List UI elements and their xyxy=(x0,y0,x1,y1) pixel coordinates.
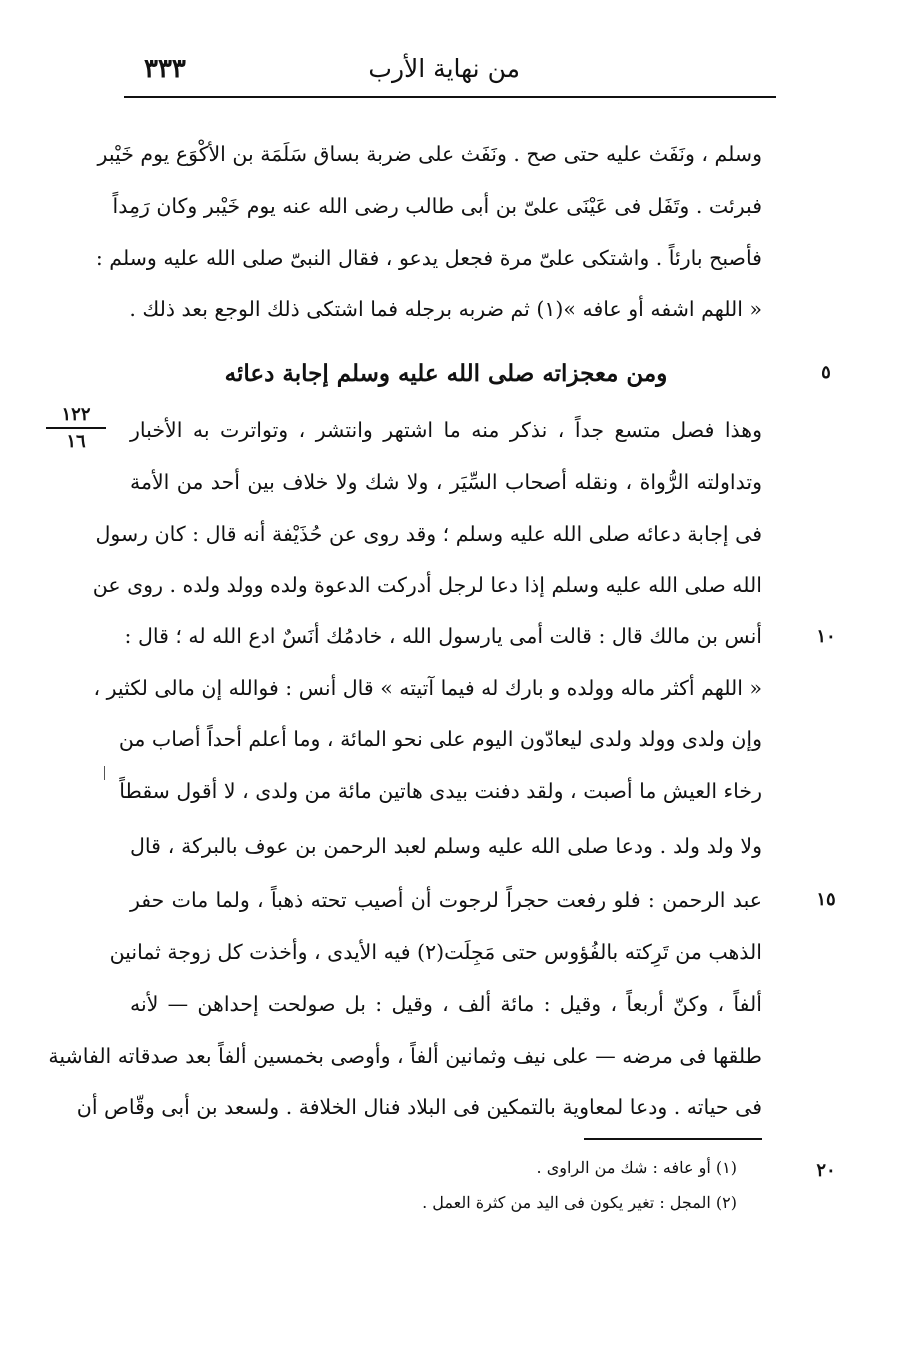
line-marker-15: ١٥ xyxy=(816,889,836,910)
margin-reference-top: ١٢٢ xyxy=(61,404,91,425)
text-line: رخاء العيش ما أصبت ، ولقد دفنت بيدى هاتين مائة من ولدى ، لا أقول سقطاً xyxy=(119,779,762,803)
line-marker-5: ٥ xyxy=(821,362,831,383)
text-line: وسلم ، ونَفَث عليه حتى صح . ونَفَث على ضربة بساق سَلَمَة بن الأكْوَع يوم خَيْبر xyxy=(97,142,762,166)
margin-mark xyxy=(104,766,105,780)
page-number: ٣٣٣ xyxy=(144,54,186,84)
text-line: وإن ولدى وولد ولدى ليعادّون اليوم على نحو المائة ، وما أعلم أحداً أصاب من xyxy=(118,727,762,751)
text-line: عبد الرحمن : فلو رفعت حجراً لرجوت أن أصيب تحته ذهباً ، ولما مات حفر xyxy=(130,888,762,912)
margin-reference xyxy=(42,404,110,452)
line-marker-10: ١٠ xyxy=(816,626,836,647)
margin-reference-bottom: ١٦ xyxy=(66,431,86,452)
text-line: الذهب من تَرِكته بالفُؤوس حتى مَجِلَت(٢) فيه الأيدى ، وأخذت كل زوجة ثمانين xyxy=(109,940,762,964)
text-line: فى حياته . ودعا لمعاوية بالتمكين فى البلاد فنال الخلافة . ولسعد بن أبى وقّاص أن xyxy=(76,1095,762,1119)
section-heading: ومن معجزاته صلى الله عليه وسلم إجابة دعائه xyxy=(224,360,668,387)
text-line: وهذا فصل متسع جداً ، نذكر منه ما اشتهر وانتشر ، وتواترت به الأخبار xyxy=(130,418,762,442)
footnote-rule xyxy=(584,1138,762,1140)
text-line: ولا ولد ولد . ودعا صلى الله عليه وسلم لعبد الرحمن بن عوف بالبركة ، قال xyxy=(130,834,762,858)
running-title: من نهاية الأرب xyxy=(368,54,520,83)
footnote-1: (١) أو عافه : شك من الراوى . xyxy=(536,1158,737,1177)
page-header xyxy=(124,40,776,98)
text-line: الله صلى الله عليه وسلم إذا دعا لرجل أدركت الدعوة ولده وولد ولده . روى عن xyxy=(92,573,762,597)
text-line: « اللهم اشفه أو عافه »(١) ثم ضربه برجله فما اشتكى ذلك الوجع بعد ذلك . xyxy=(129,297,762,321)
line-marker-20: ٢٠ xyxy=(816,1160,836,1181)
margin-reference-rule xyxy=(46,427,106,429)
text-line: فى إجابة دعائه صلى الله عليه وسلم ؛ وقد روى عن حُذَيْفة أنه قال : كان رسول xyxy=(95,522,762,546)
footnote-2: (٢) المجل : تغير يكون فى اليد من كثرة العمل . xyxy=(422,1193,737,1212)
text-line: ألفاً ، وكنّ أربعاً ، وقيل : مائة ألف ، وقيل : بل صولحت إحداهن — لأنه xyxy=(130,992,762,1016)
text-line: « اللهم أكثر ماله وولده و بارك له فيما آتيته » قال أنس : فوالله إن مالى لكثير ، xyxy=(93,676,762,700)
text-line: وتداولته الرُّواة ، ونقله أصحاب السِّيَر ، ولا شك ولا خلاف بين أحد من الأمة xyxy=(130,470,762,494)
text-line: طلقها فى مرضه — على نيف وثمانين ألفاً ، وأوصى بخمسين ألفاً بعد صدقاته الفاشية xyxy=(48,1044,762,1068)
text-line: فبرئت . وتَفَل فى عَيْنَى علىّ بن أبى طالب رضى الله عنه يوم خَيْبر وكان رَمِداً xyxy=(112,194,762,218)
text-line: أنس بن مالك قال : قالت أمى يارسول الله ، خادمُك أنَسٌ ادع الله له ؛ قال : xyxy=(124,624,762,648)
text-line: فأصبح بارئاً . واشتكى علىّ مرة فجعل يدعو ، فقال النبىّ صلى الله عليه وسلم : xyxy=(95,246,762,270)
